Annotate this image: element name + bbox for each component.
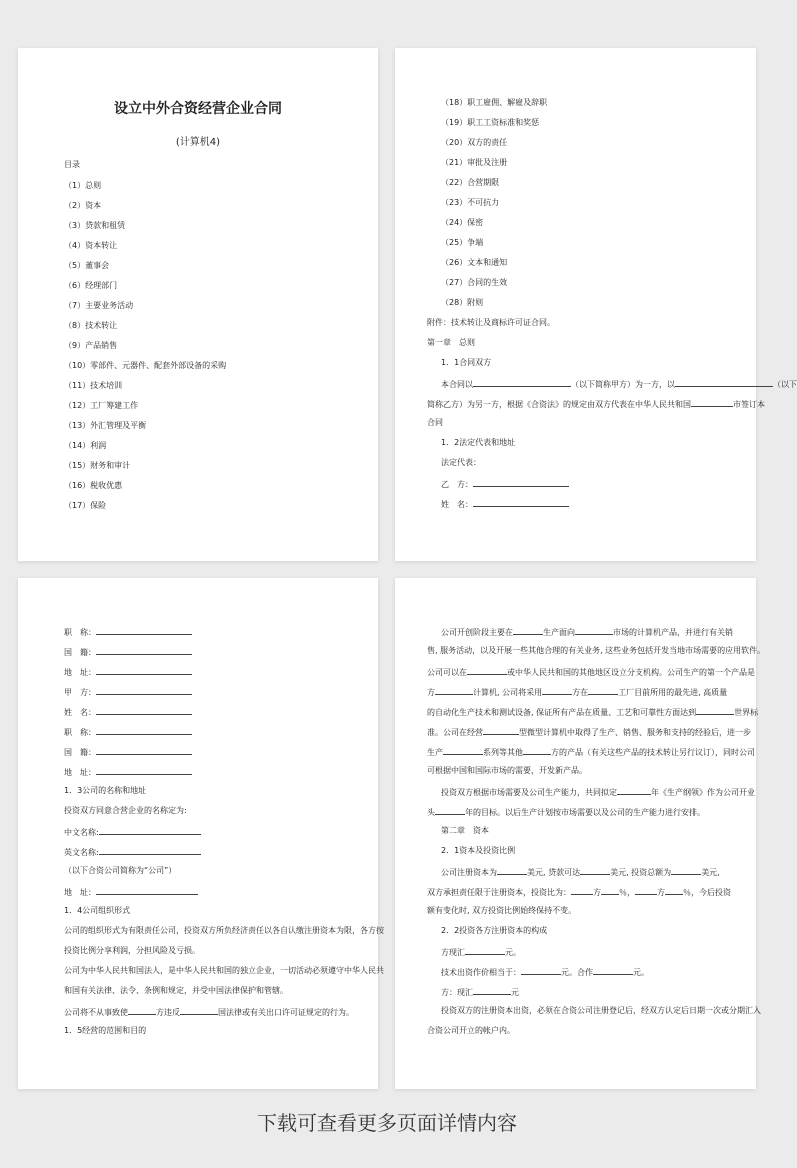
paragraph-line xyxy=(441,986,519,998)
toc-item: （13）外汇管理及平衡 xyxy=(64,421,147,430)
text-span: 生产面向 xyxy=(543,628,575,637)
paragraph-line: 公司的组织形式为有限责任公司，投资双方所负经济责任以各自认缴注册资本为限，各方按 xyxy=(64,926,384,935)
text-span: 年《生产纲领》作为公司开业 xyxy=(651,788,755,797)
blank-underline xyxy=(473,986,511,995)
blank-underline xyxy=(467,666,507,675)
paragraph-line xyxy=(441,626,733,638)
text-span: ％， xyxy=(619,888,635,897)
section-heading: 1．5经营的范围和目的 xyxy=(64,1026,147,1035)
toc-item: （27）合同的生效 xyxy=(441,278,508,287)
toc-item: （4）资本转让 xyxy=(64,241,118,250)
text-span: 世界标 xyxy=(734,708,759,717)
text-span: 系列等其他 xyxy=(483,748,523,757)
text-span: 公司注册资本为 xyxy=(441,868,497,877)
paragraph-line xyxy=(427,398,765,410)
paragraph-line: 投资双方的注册资本出资，必须在合资公司注册登记后，经双方认定后日期一次或分期汇入 xyxy=(441,1006,761,1015)
text-span: 元。 xyxy=(505,948,521,957)
blank-underline xyxy=(675,378,773,387)
blank-underline xyxy=(665,886,683,895)
chapter-heading: 第一章 总则 xyxy=(427,338,475,347)
text-span: 计算机, 公司将采用 xyxy=(473,688,543,697)
field-label: 地 址： xyxy=(64,888,96,897)
text-span: 生产 xyxy=(427,748,443,757)
paragraph-line xyxy=(427,886,731,898)
blank-underline xyxy=(128,1006,156,1015)
paragraph-line: 合同 xyxy=(427,418,443,427)
text-span: 投资双方根据市场需要及公司生产能力，共同拟定 xyxy=(441,788,617,797)
paragraph-line xyxy=(441,966,649,978)
blank-underline xyxy=(473,498,569,507)
toc-item: （16）税收优惠 xyxy=(64,481,123,490)
blank-underline xyxy=(617,786,651,795)
field-label: 乙 方： xyxy=(441,480,473,489)
paragraph-line: 可根据中国和国际市场的需要，开发新产品。 xyxy=(427,766,587,775)
text-span: 本合同以 xyxy=(441,380,473,389)
field-label: 职 称： xyxy=(64,628,96,637)
text-span: 美元, 投资总额为 xyxy=(610,868,672,877)
text-span: 方违反 xyxy=(156,1008,180,1017)
form-field xyxy=(64,666,192,678)
section-heading: 1．1合同双方 xyxy=(441,358,492,367)
text-span: 年的目标。以后生产计划按市场需要以及公司的生产能力进行安排。 xyxy=(465,808,705,817)
paragraph-line xyxy=(64,1006,354,1018)
blank-underline xyxy=(96,726,192,735)
text-span: 国法律或有关出口许可证规定的行为。 xyxy=(218,1008,354,1017)
text-span: ％，今后投资 xyxy=(683,888,731,897)
paragraph-line xyxy=(427,806,705,818)
text-span: 公司开创阶段主要在 xyxy=(441,628,513,637)
field-label: 国 籍： xyxy=(64,748,96,757)
toc-item: （23）不可抗力 xyxy=(441,198,500,207)
paragraph-line xyxy=(427,666,755,678)
text-span: 准。公司在经营 xyxy=(427,728,483,737)
toc-item: （26）文本和通知 xyxy=(441,258,508,267)
blank-underline xyxy=(542,686,572,695)
toc-item: （20）双方的责任 xyxy=(441,138,508,147)
field-label: 甲 方： xyxy=(64,688,96,697)
toc-item: （9）产品销售 xyxy=(64,341,118,350)
form-field xyxy=(441,498,569,510)
blank-underline xyxy=(443,746,483,755)
form-field xyxy=(64,646,192,658)
blank-underline xyxy=(96,766,192,775)
blank-underline xyxy=(635,886,657,895)
blank-underline xyxy=(523,746,551,755)
text-span: 方 xyxy=(427,688,435,697)
form-field xyxy=(441,478,569,490)
blank-underline xyxy=(580,866,610,875)
blank-underline xyxy=(473,478,569,487)
text-span: 型微型计算机中取得了生产、销售、服务和支持的经验后，进一步 xyxy=(519,728,751,737)
text-span: 元。 xyxy=(633,968,649,977)
chapter-heading: 第二章 资本 xyxy=(441,826,489,835)
form-field xyxy=(64,886,198,898)
blank-underline xyxy=(593,966,633,975)
text-span: 的自动化生产技术和测试设备, 保证所有产品在质量、工艺和可靠性方面达到 xyxy=(427,708,697,717)
paragraph-line xyxy=(441,946,521,958)
field-label: 地 址： xyxy=(64,668,96,677)
toc-item: （1）总则 xyxy=(64,181,102,190)
blank-underline xyxy=(99,826,201,835)
toc-item: （22）合营期限 xyxy=(441,178,500,187)
paragraph-line xyxy=(441,378,797,390)
form-field xyxy=(64,826,201,838)
field-label: 姓 名： xyxy=(441,500,473,509)
text-span: 方现汇 xyxy=(441,948,465,957)
toc-item: （2）资本 xyxy=(64,201,102,210)
paragraph-line xyxy=(441,866,720,878)
blank-underline xyxy=(601,886,619,895)
form-field xyxy=(64,686,192,698)
form-field xyxy=(64,726,192,738)
paragraph-line: 额有变化时, 双方投资比例始终保持不变。 xyxy=(427,906,577,915)
toc-item: （19）职工工资标准和奖惩 xyxy=(441,118,540,127)
field-label: 姓 名： xyxy=(64,708,96,717)
text-span: 或中华人民共和国的其他地区设立分支机构。公司生产的第一个产品是 xyxy=(507,668,755,677)
section-heading: 1．2法定代表和地址 xyxy=(441,438,516,447)
paragraph-line xyxy=(441,786,755,798)
toc-item: （25）争端 xyxy=(441,238,484,247)
blank-underline xyxy=(96,626,192,635)
toc-item: （17）保险 xyxy=(64,501,107,510)
blank-underline xyxy=(483,726,519,735)
blank-underline xyxy=(521,966,561,975)
field-label: 中文名称: xyxy=(64,828,99,837)
form-field xyxy=(64,706,192,718)
blank-underline xyxy=(465,946,505,955)
document-page-1 xyxy=(18,48,378,561)
blank-underline xyxy=(96,646,192,655)
blank-underline xyxy=(180,1006,218,1015)
toc-item: （28）附则 xyxy=(441,298,484,307)
text-span: 元。合作 xyxy=(561,968,593,977)
blank-underline xyxy=(96,686,192,695)
text-span: 技术出资作价相当于： xyxy=(441,968,521,977)
text-span: 方 xyxy=(657,888,665,897)
document-title: 设立中外合资经营企业合同 xyxy=(114,101,282,117)
document-page-4 xyxy=(395,578,766,1089)
toc-item: （3）贷款和租赁 xyxy=(64,221,126,230)
toc-item: （24）保密 xyxy=(441,218,484,227)
blank-underline xyxy=(671,866,701,875)
toc-item: （7）主要业务活动 xyxy=(64,301,134,310)
blank-underline xyxy=(96,706,192,715)
blank-underline xyxy=(497,866,527,875)
paragraph-line: （以下合资公司简称为“公司”） xyxy=(64,866,177,875)
toc-item: （15）财务和审计 xyxy=(64,461,131,470)
field-label: 英文名称: xyxy=(64,848,99,857)
section-heading: 1．4公司组织形式 xyxy=(64,906,131,915)
text-span: 市签订本 xyxy=(733,400,765,409)
blank-underline xyxy=(588,686,618,695)
field-label: 法定代表： xyxy=(441,458,481,467)
form-field xyxy=(64,846,201,858)
paragraph-line: 公司为中华人民共和国法人，是中华人民共和国的独立企业，一切活动必须遵守中华人民共 xyxy=(64,966,384,975)
blank-underline xyxy=(571,886,593,895)
toc-item: （6）经理部门 xyxy=(64,281,118,290)
text-span: 简称乙方）为另一方，根据《合资法》的规定由双方代表在中华人民共和国 xyxy=(427,400,691,409)
paragraph-line: 售, 服务活动，以及开展一些其他合理的有关业务, 这些业务包括开发当地市场需要的应用软件。 xyxy=(427,646,766,655)
blank-underline xyxy=(691,398,733,407)
text-span: 元 xyxy=(511,988,519,997)
appendix-line: 附件：技术转让及商标许可证合同。 xyxy=(427,318,555,327)
form-field xyxy=(64,626,192,638)
text-span: 工厂目前所用的最先进, 高质量 xyxy=(618,688,728,697)
text-span: 双方承担责任限于注册资本，投资比为： xyxy=(427,888,571,897)
section-heading: 1．3公司的名称和地址 xyxy=(64,786,147,795)
paragraph-line xyxy=(427,706,758,718)
blank-underline xyxy=(575,626,613,635)
field-label: 地 址： xyxy=(64,768,96,777)
download-prompt: 下载可查看更多页面详情内容 xyxy=(257,1111,517,1135)
text-span: 公司可以在 xyxy=(427,668,467,677)
text-span: 方的产品（有关这些产品的技术转让另行议订），同时公司 xyxy=(551,748,755,757)
paragraph-line: 和国有关法律、法令、条例和规定，并受中国法律保护和管辖。 xyxy=(64,986,288,995)
toc-item: （14）利润 xyxy=(64,441,107,450)
blank-underline xyxy=(513,626,543,635)
document-page-2 xyxy=(395,48,797,561)
section-heading: 2．2投资各方注册资本的构成 xyxy=(441,926,548,935)
toc-item: （10）零部件、元器件、配套外部设备的采购 xyxy=(64,361,227,370)
blank-underline xyxy=(99,846,201,855)
blank-underline xyxy=(96,666,192,675)
text-span: 市场的计算机产品，并进行有关销 xyxy=(613,628,733,637)
blank-underline xyxy=(696,706,734,715)
blank-underline xyxy=(435,686,473,695)
text-span: 美元, 贷款可达 xyxy=(527,868,581,877)
toc-item: （11）技术培训 xyxy=(64,381,123,390)
form-field xyxy=(64,766,192,778)
paragraph-line xyxy=(427,746,755,758)
text-span: 方 xyxy=(593,888,601,897)
text-span: 公司将不从事致使 xyxy=(64,1008,128,1017)
text-span: （以下 xyxy=(773,380,797,389)
paragraph-line xyxy=(427,726,751,738)
toc-item: （12）工厂筹建工作 xyxy=(64,401,139,410)
field-label: 职 称： xyxy=(64,728,96,737)
text-span: 方：现汇 xyxy=(441,988,473,997)
blank-underline xyxy=(473,378,571,387)
document-subtitle: (计算机4) xyxy=(175,137,221,148)
toc-item: （8）技术转让 xyxy=(64,321,118,330)
toc-heading: 目录 xyxy=(64,160,80,169)
text-span: 美元, xyxy=(701,868,720,877)
field-label: 国 籍： xyxy=(64,648,96,657)
section-heading: 2．1资本及投资比例 xyxy=(441,846,516,855)
paragraph-line: 投资双方同意合营企业的名称定为: xyxy=(64,806,187,815)
blank-underline xyxy=(96,746,192,755)
blank-underline xyxy=(96,886,198,895)
toc-item: （18）职工雇佣、解雇及辞职 xyxy=(441,98,548,107)
form-field xyxy=(64,746,192,758)
text-span: 方在 xyxy=(572,688,589,697)
paragraph-line: 合资公司开立的帐户内。 xyxy=(427,1026,515,1035)
paragraph-line: 投资比例分享利润，分担风险及亏损。 xyxy=(64,946,200,955)
document-page-3 xyxy=(18,578,384,1089)
paragraph-line xyxy=(427,686,727,698)
text-span: 头 xyxy=(427,808,435,817)
blank-underline xyxy=(435,806,465,815)
toc-item: （21）审批及注册 xyxy=(441,158,508,167)
text-span: （以下简称甲方）为一方，以 xyxy=(571,380,675,389)
toc-item: （5）董事会 xyxy=(64,261,110,270)
